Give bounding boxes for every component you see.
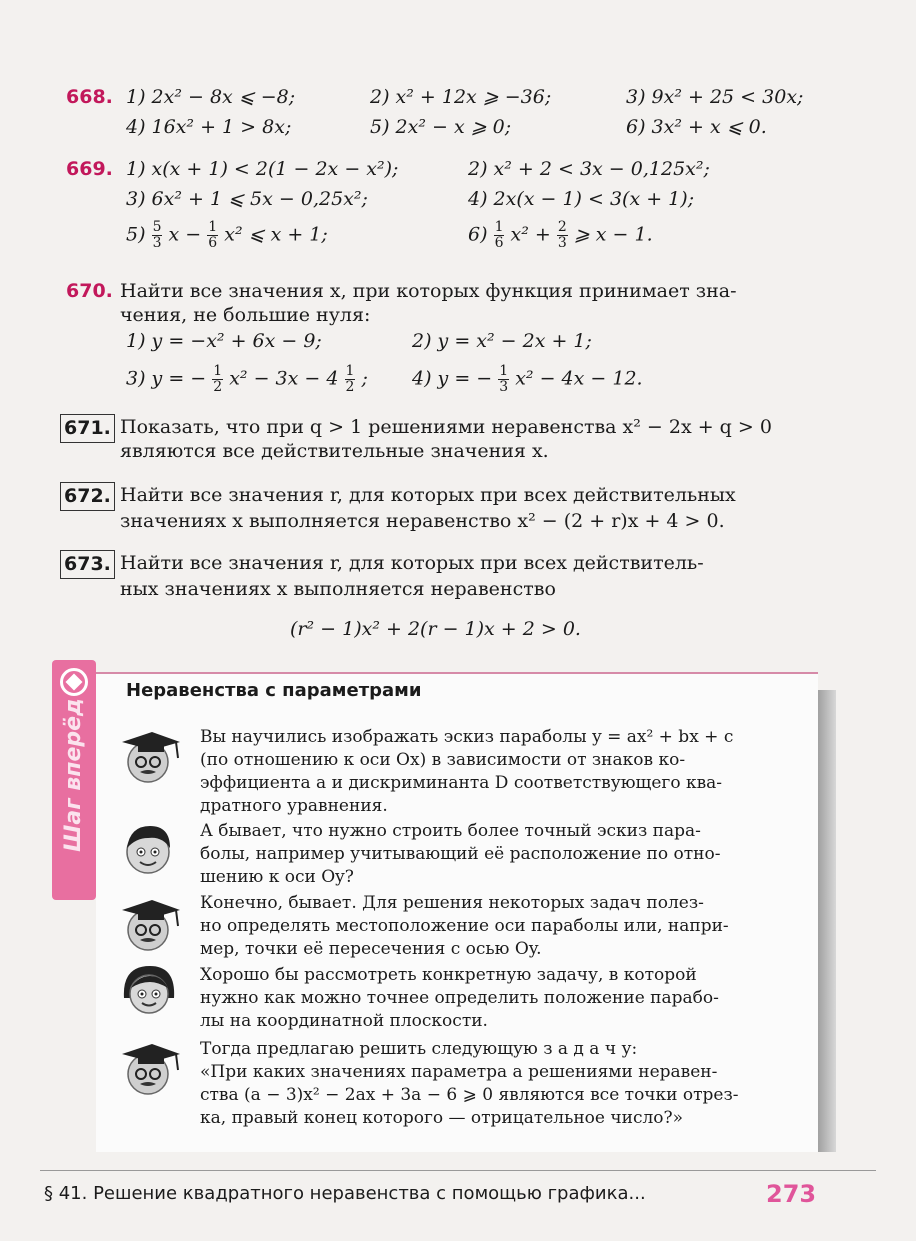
numerator: 1: [208, 219, 218, 235]
item-6: [468, 220, 653, 251]
exercise-number: 673.: [60, 550, 115, 579]
fraction: [494, 220, 505, 251]
exercise-text: ных значениях x выполняется неравенство: [120, 578, 556, 600]
exercise-670: [60, 278, 850, 400]
formula-673: (r² − 1)x² + 2(r − 1)x + 2 > 0.: [290, 618, 581, 640]
item-mid: x −: [168, 223, 202, 246]
dialog-line: Вы научились изображать эскиз параболы y = ax² + bx + c: [200, 727, 734, 747]
denominator: 3: [152, 235, 162, 251]
exercise-number: 669.: [66, 158, 113, 180]
dialog-line: ка, правый конец которого — отрицательное число?»: [200, 1108, 684, 1128]
dialog-line: шению к оси Oy?: [200, 867, 354, 887]
denominator: 3: [499, 379, 509, 395]
dialog-line: болы, например учитывающий её расположение по отно-: [200, 844, 721, 864]
exercise-669: [60, 156, 850, 256]
exercise-text: чения, не большие нуля:: [120, 304, 371, 326]
dialog-line: но определять местоположение оси параболы или, напри-: [200, 916, 729, 936]
item: 1) 2x² − 8x ⩽ −8;: [126, 86, 296, 108]
numerator: 1: [345, 363, 355, 379]
item: 4) 2x(x − 1) < 3(x + 1);: [468, 188, 695, 210]
item-prefix: 6): [468, 223, 488, 246]
exercise-number: 672.: [60, 482, 115, 511]
item-4: [412, 364, 643, 395]
fraction: [498, 364, 509, 395]
item: 3) 9x² + 25 < 30x;: [626, 86, 804, 108]
dialog-teacher-1: [200, 726, 800, 818]
exercise-number: 668.: [66, 86, 113, 108]
professor-face-icon: [118, 1036, 182, 1100]
numerator: 1: [499, 363, 509, 379]
exercise-text: Найти все значения r, для которых при всех действитель-: [120, 552, 704, 574]
dialog-girl: [200, 964, 800, 1033]
dialog-line: Конечно, бывает. Для решения некоторых задач полез-: [200, 893, 704, 913]
dialog-line: ства (a − 3)x² − 2ax + 3a − 6 ⩾ 0 являются все точки отрез-: [200, 1085, 739, 1105]
item: 2) x² + 12x ⩾ −36;: [370, 86, 552, 108]
dialog-line: дратного уравнения.: [200, 796, 388, 816]
dialog-line: А бывает, что нужно строить более точный эскиз пара-: [200, 821, 701, 841]
item-post: x² − 4x − 12.: [515, 367, 643, 390]
footer-divider: [40, 1170, 876, 1171]
item: 2) x² + 2 < 3x − 0,125x²;: [468, 158, 710, 180]
professor-face-icon: [118, 892, 182, 956]
denominator: 2: [213, 379, 223, 395]
numerator: 1: [213, 363, 223, 379]
exercise-text: значениях x выполняется неравенство x² − (2 + r)x + 4 > 0.: [120, 510, 725, 532]
exercise-671: [60, 414, 850, 462]
item-mid: x² − 3x − 4: [229, 367, 339, 390]
dialog-line: нужно как можно точнее определить положение парабо-: [200, 988, 719, 1008]
dialog-line: (по отношению к оси Ox) в зависимости от знаков ко-: [200, 750, 686, 770]
tab-label: Шаг вперёд: [61, 698, 86, 852]
panel-shadow: [818, 690, 836, 1152]
item: 1) y = −x² + 6x − 9;: [126, 330, 322, 352]
professor-face-icon: [118, 724, 182, 788]
dialog-teacher-2: [200, 892, 800, 961]
dialog-line: мер, точки её пересечения с осью Oy.: [200, 939, 542, 959]
denominator: 3: [557, 235, 567, 251]
girl-face-icon: [118, 958, 182, 1022]
dialog-teacher-3: [200, 1038, 800, 1130]
dialog-line: «При каких значениях параметра a решениями неравен-: [200, 1062, 718, 1082]
item-post: ;: [361, 367, 368, 390]
fraction: [207, 220, 218, 251]
dialog-line: Хорошо бы рассмотреть конкретную задачу, в которой: [200, 965, 697, 985]
item-prefix: 5): [126, 223, 146, 246]
fraction: [557, 220, 568, 251]
step-forward-tab: [52, 660, 96, 900]
exercise-text: Найти все значения r, для которых при всех действительных: [120, 484, 736, 506]
item: 2) y = x² − 2x + 1;: [412, 330, 592, 352]
exercise-673: [60, 550, 850, 602]
dialog-boy: [200, 820, 800, 889]
exercise-number: 670.: [66, 280, 113, 302]
numerator: 2: [557, 219, 567, 235]
item-3: [126, 364, 368, 395]
fraction: [152, 220, 163, 251]
numerator: 1: [494, 219, 504, 235]
running-footer: § 41. Решение квадратного неравенства с помощью графика...: [44, 1183, 646, 1204]
dialog-line: Тогда предлагаю решить следующую з а д а ч у:: [200, 1039, 638, 1059]
item-prefix: 4) y = −: [412, 367, 493, 390]
fraction: [345, 364, 356, 395]
item: 4) 16x² + 1 > 8x;: [126, 116, 292, 138]
exercise-text: являются все действительные значения x.: [120, 440, 549, 462]
dialog-line: лы на координатной плоскости.: [200, 1011, 488, 1031]
dialog-line: эффициента a и дискриминанта D соответствующего ква-: [200, 773, 723, 793]
numerator: 5: [152, 219, 162, 235]
item-post: ⩾ x − 1.: [573, 223, 653, 246]
panel-title: Неравенства с параметрами: [126, 680, 422, 701]
exercise-672: [60, 482, 850, 534]
denominator: 2: [345, 379, 355, 395]
exercise-number: 671.: [60, 414, 115, 443]
item: 3) 6x² + 1 ⩽ 5x − 0,25x²;: [126, 188, 368, 210]
exercise-text: Показать, что при q > 1 решениями неравенства x² − 2x + q > 0: [120, 416, 772, 438]
exercise-668: [60, 84, 850, 144]
item-post: x² ⩽ x + 1;: [224, 223, 328, 246]
boy-face-icon: [118, 816, 182, 880]
item: 5) 2x² − x ⩾ 0;: [370, 116, 512, 138]
item-prefix: 3) y = −: [126, 367, 207, 390]
item-5: [126, 220, 328, 251]
item-mid: x² +: [510, 223, 551, 246]
item: 6) 3x² + x ⩽ 0.: [626, 116, 767, 138]
denominator: 6: [208, 235, 218, 251]
exercise-text: Найти все значения x, при которых функция принимает зна-: [120, 280, 737, 302]
fraction: [212, 364, 223, 395]
denominator: 6: [494, 235, 504, 251]
page-number: 273: [766, 1180, 817, 1208]
item: 1) x(x + 1) < 2(1 − 2x − x²);: [126, 158, 399, 180]
